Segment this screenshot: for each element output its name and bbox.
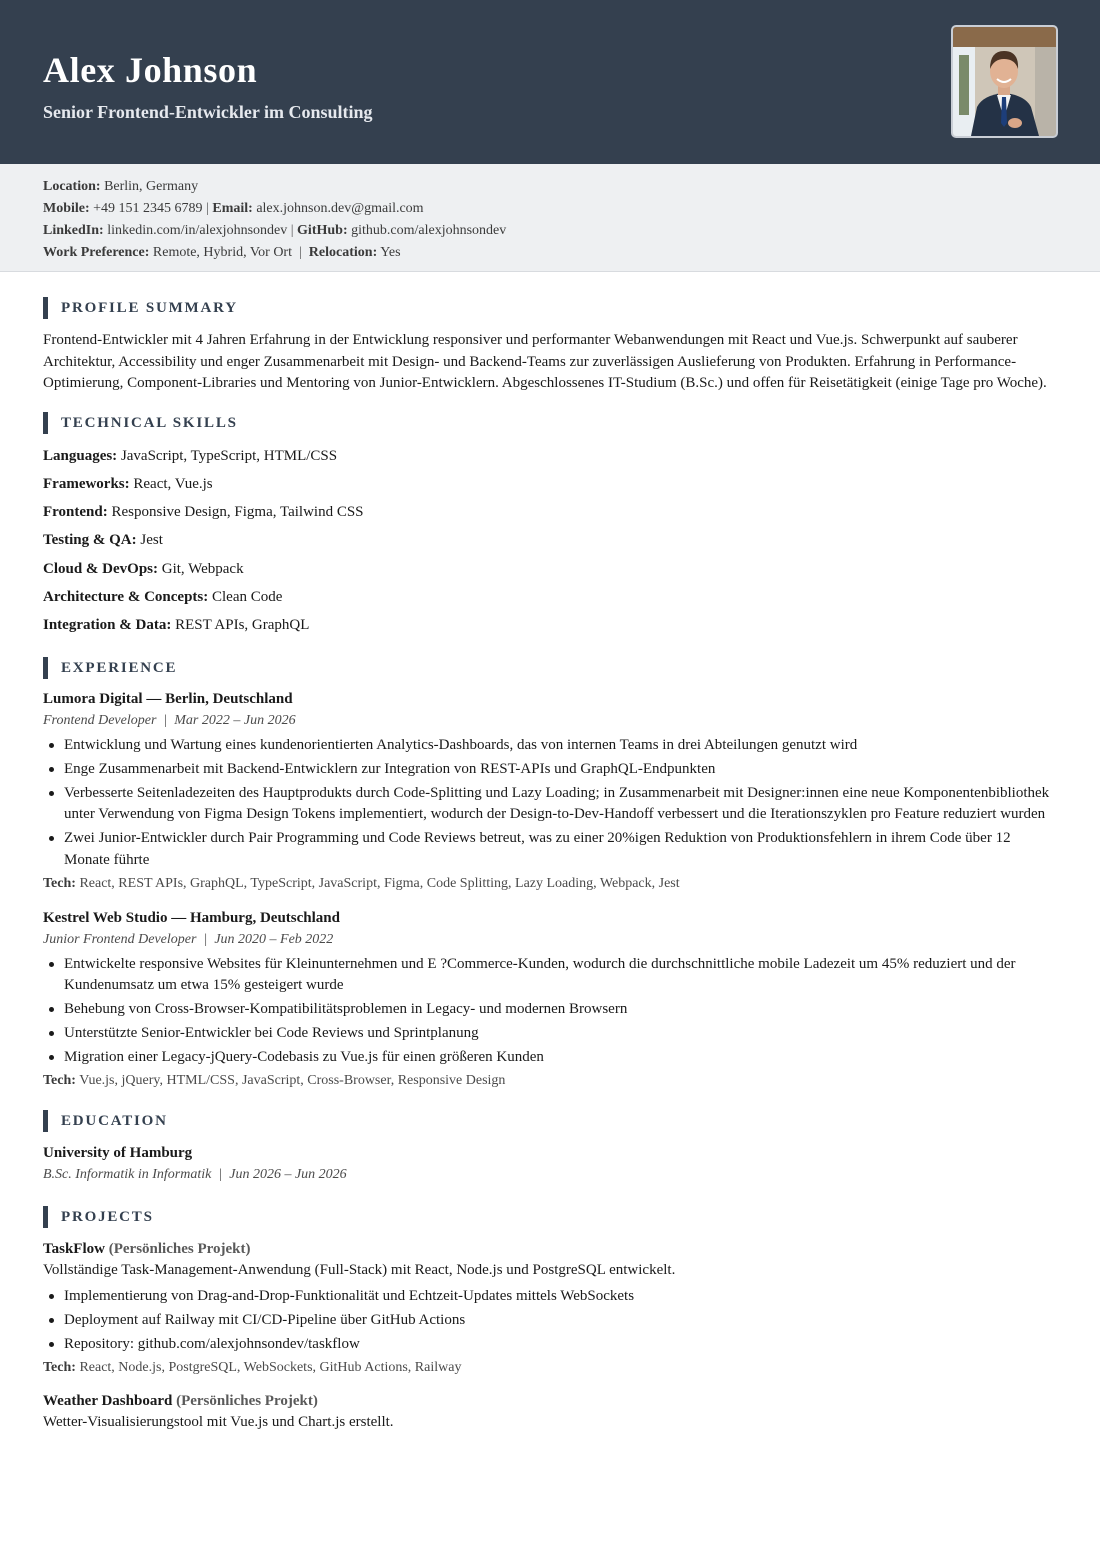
candidate-name: Alex Johnson xyxy=(43,50,258,90)
skill-value: Clean Code xyxy=(211,588,283,605)
project-tag: (Persönliches Projekt) xyxy=(108,1241,251,1258)
skill-label: Testing & QA: xyxy=(43,532,137,549)
portrait-photo xyxy=(953,27,1056,136)
job-entry xyxy=(43,907,1057,1092)
education-school: University of Hamburg xyxy=(43,1145,193,1162)
tech-value: React, REST APIs, GraphQL, TypeScript, JavaScript, Figma, Code Splitting, Lazy Loading, Webpack, Jest xyxy=(79,875,680,891)
skill-label: Architecture & Concepts: xyxy=(43,588,209,605)
projects-heading: PROJECTS xyxy=(43,1206,1057,1228)
job-role-dates: Frontend Developer | Mar 2022 – Jun 2026 xyxy=(43,712,296,728)
job-bullets xyxy=(43,735,1057,872)
project-bullets xyxy=(43,1286,1057,1356)
skill-row xyxy=(43,502,1057,522)
project-entry xyxy=(43,1390,1057,1434)
job-role: Frontend Developer xyxy=(43,712,157,728)
list-item: Deployment auf Railway mit CI/CD-Pipeline über GitHub Actions xyxy=(43,1310,1057,1332)
location-value: Berlin, Germany xyxy=(104,179,199,194)
mobile-label: Mobile: xyxy=(43,201,90,216)
job-company: Kestrel Web Studio — Hamburg, Deutschland xyxy=(43,909,340,926)
list-item: Implementierung von Drag-and-Drop-Funktionalität und Echtzeit-Updates mittels WebSockets xyxy=(43,1286,1057,1308)
project-entry xyxy=(43,1238,1057,1378)
resume-body xyxy=(0,272,1100,1433)
separator: | xyxy=(290,223,294,238)
list-item: Enge Zusammenarbeit mit Backend-Entwicklern zur Integration von REST-APIs und GraphQL-Endpunkten xyxy=(43,759,1057,781)
tech-label: Tech: xyxy=(43,1073,76,1089)
profile-summary-text: Frontend-Entwickler mit 4 Jahren Erfahrung in der Entwicklung responsiver und performanter Webanwendungen mit React und Vue.js. Schwerpunkt auf sauberer Architektur, Accessibility und enger Zusammenarbeit mit Design- und Backend-Teams zur zuverlässigen Auslieferung von Produkten. Erfahrung in Performance-Optimierung, Component-Libraries und Mentoring von Junior-Entwicklern. Abgeschlossenes IT-Studium (B.Sc.) und offen für Reisetätigkeit (einige Tage pro Woche). xyxy=(43,332,1047,391)
profile-summary-heading: PROFILE SUMMARY xyxy=(43,297,1057,319)
job-tech xyxy=(43,1071,1057,1091)
list-item: Verbesserte Seitenladezeiten des Hauptprodukts durch Code-Splitting und Lazy Loading; in Zusammenarbeit mit Designer:innen eine neue Komponentenbibliothek unter Verwendung von Figma Design Tokens implementiert, wodurch der Design-to-Dev-Handoff verbessert und die Iterationszyklen pro Feature reduziert wurden xyxy=(43,783,1057,826)
github-label: GitHub: xyxy=(297,223,348,238)
experience-heading: EXPERIENCE xyxy=(43,657,1057,679)
separator: | xyxy=(295,245,306,260)
job-role-dates: Junior Frontend Developer | Jun 2020 – Feb 2022 xyxy=(43,931,334,947)
email-label: Email: xyxy=(212,201,253,216)
list-item: Repository: github.com/alexjohnsondev/taskflow xyxy=(43,1334,1057,1356)
job-dates: Jun 2020 – Feb 2022 xyxy=(214,931,334,947)
project-description: Wetter-Visualisierungstool mit Vue.js und Chart.js erstellt. xyxy=(43,1413,394,1430)
list-item: Entwickelte responsive Websites für Kleinunternehmen und E ?Commerce-Kunden, wodurch die durchschnittliche mobile Ladezeit um 45% reduziert und der Kundenumsatz um etwa 15% gesteigert wurde xyxy=(43,954,1057,997)
github-link[interactable]: github.com/alexjohnsondev xyxy=(351,223,507,238)
linkedin-link[interactable]: linkedin.com/in/alexjohnsondev xyxy=(107,223,288,238)
links-row xyxy=(43,220,1100,242)
job-tech xyxy=(43,874,1057,894)
project-tech xyxy=(43,1358,1057,1378)
email-link[interactable]: alex.johnson.dev@gmail.com xyxy=(256,201,424,216)
job-dates: Mar 2022 – Jun 2026 xyxy=(174,712,296,728)
skill-label: Frameworks: xyxy=(43,475,130,492)
skill-label: Frontend: xyxy=(43,504,108,521)
skill-row xyxy=(43,587,1057,607)
project-name: Weather Dashboard xyxy=(43,1392,173,1409)
job-role: Junior Frontend Developer xyxy=(43,931,197,947)
separator: | xyxy=(206,201,209,216)
relocation-value: Yes xyxy=(380,245,401,260)
skill-value: JavaScript, TypeScript, HTML/CSS xyxy=(120,447,338,464)
education-degree-dates: B.Sc. Informatik in Informatik | Jun 2026 – Jun 2026 xyxy=(43,1167,347,1183)
candidate-title: Senior Frontend-Entwickler im Consulting xyxy=(43,102,373,122)
skill-row xyxy=(43,530,1057,550)
list-item: Zwei Junior-Entwickler durch Pair Programming und Code Reviews betreut, was zu einer 20%igen Reduktion von Produktionsfehlern in ihrem Code über 12 Monate führte xyxy=(43,828,1057,871)
project-name: TaskFlow xyxy=(43,1241,105,1258)
project-tag: (Persönliches Projekt) xyxy=(176,1392,318,1409)
project-title xyxy=(43,1238,1057,1260)
list-item: Entwicklung und Wartung eines kundenorientierten Analytics-Dashboards, das von internen Teams in drei Abteilungen genutzt wird xyxy=(43,735,1057,757)
list-item: Migration einer Legacy-jQuery-Codebasis zu Vue.js für einen größeren Kunden xyxy=(43,1047,1057,1069)
tech-value: Vue.js, jQuery, HTML/CSS, JavaScript, Cross-Browser, Responsive Design xyxy=(79,1073,506,1089)
work-preference-value: Remote, Hybrid, Vor Ort xyxy=(152,245,292,260)
skill-row xyxy=(43,474,1057,494)
education-dates: Jun 2026 – Jun 2026 xyxy=(229,1167,347,1183)
resume-header xyxy=(0,0,1100,164)
job-bullets xyxy=(43,954,1057,1069)
skill-label: Cloud & DevOps: xyxy=(43,560,159,577)
tech-value: React, Node.js, PostgreSQL, WebSockets, GitHub Actions, Railway xyxy=(79,1359,462,1375)
location-row xyxy=(43,176,1100,198)
project-title xyxy=(43,1390,1057,1412)
education-entry xyxy=(43,1142,1057,1186)
linkedin-label: LinkedIn: xyxy=(43,223,104,238)
person-portrait-icon xyxy=(951,25,1058,138)
skill-value: Jest xyxy=(140,532,163,549)
skill-value: React, Vue.js xyxy=(133,475,213,492)
contact-band xyxy=(0,164,1100,272)
tech-label: Tech: xyxy=(43,1359,76,1375)
skill-value: Git, Webpack xyxy=(161,560,244,577)
project-description: Vollständige Task-Management-Anwendung (Full-Stack) mit React, Node.js und PostgreSQL entwickelt. xyxy=(43,1262,676,1279)
skill-value: REST APIs, GraphQL xyxy=(175,617,310,634)
mobile-value: +49 151 2345 6789 xyxy=(93,201,203,216)
list-item: Behebung von Cross-Browser-Kompatibilitätsproblemen in Legacy- und modernen Browsern xyxy=(43,999,1057,1021)
mobile-email-row xyxy=(43,198,1100,220)
education-degree: B.Sc. Informatik in Informatik xyxy=(43,1167,212,1183)
job-entry xyxy=(43,688,1057,894)
job-company: Lumora Digital — Berlin, Deutschland xyxy=(43,690,293,707)
tech-label: Tech: xyxy=(43,875,76,891)
skill-row xyxy=(43,446,1057,466)
relocation-label: Relocation: xyxy=(308,245,378,260)
education-heading: EDUCATION xyxy=(43,1110,1057,1132)
work-preference-label: Work Preference: xyxy=(43,245,150,260)
technical-skills-heading: TECHNICAL SKILLS xyxy=(43,412,1057,434)
skills-list xyxy=(43,446,1057,636)
skill-value: Responsive Design, Figma, Tailwind CSS xyxy=(111,504,364,521)
preference-row xyxy=(43,242,1100,264)
location-label: Location: xyxy=(43,179,101,194)
skill-label: Integration & Data: xyxy=(43,617,172,634)
skill-label: Languages: xyxy=(43,447,118,464)
skill-row xyxy=(43,615,1057,635)
list-item: Unterstützte Senior-Entwickler bei Code Reviews und Sprintplanung xyxy=(43,1023,1057,1045)
skill-row xyxy=(43,559,1057,579)
